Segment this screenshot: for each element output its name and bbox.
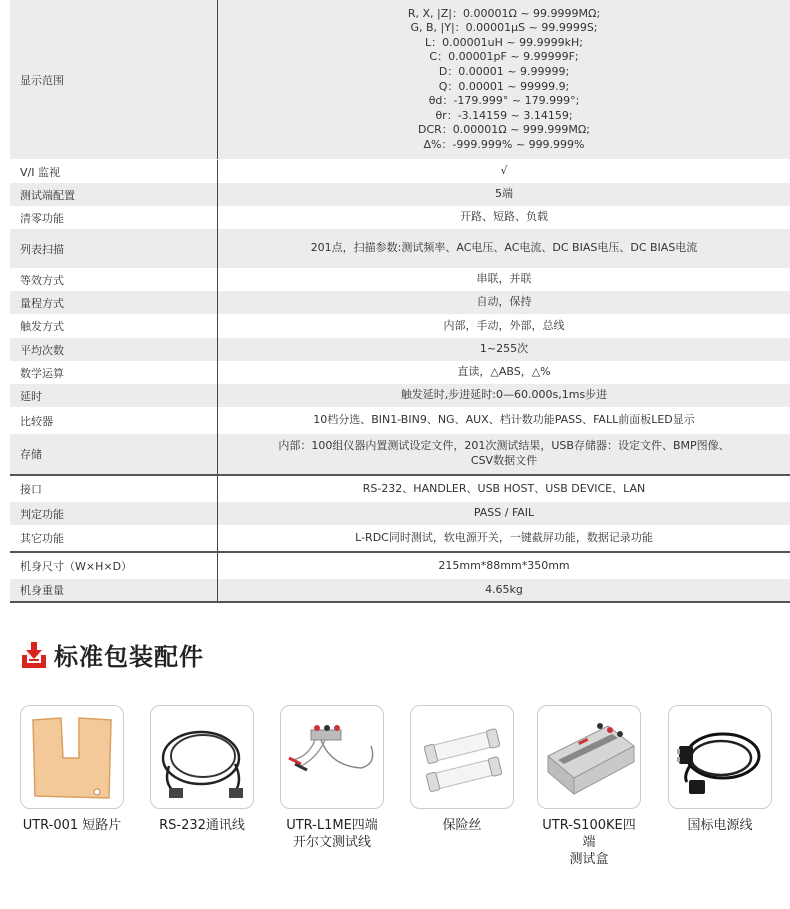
spec-value: 10档分选、BIN1-BIN9、NG、AUX、档计数功能PASS、FALL前面板LED显示 <box>313 413 695 427</box>
shorting-plate-icon <box>21 706 123 808</box>
spec-label: 存储 <box>10 434 218 474</box>
package-item-image <box>280 705 384 809</box>
package-item-image <box>668 705 772 809</box>
spec-label: V/I 监视 <box>10 160 218 183</box>
package-item <box>410 705 514 834</box>
spec-row-other-functions <box>10 525 790 553</box>
package-item-caption: UTR-001 短路片 <box>22 818 122 833</box>
fuse-icon <box>411 706 513 808</box>
spec-row-vi-monitor <box>10 160 790 183</box>
spec-value: 触发延时,步进延时:0—60.000s,1ms步进 <box>400 388 608 402</box>
package-item <box>537 705 641 868</box>
spec-row-range-mode <box>10 291 790 314</box>
spec-value: 1~255次 <box>479 342 529 356</box>
spec-value-line: C：0.00001pF ~ 9.99999F; <box>429 50 579 64</box>
package-item-caption: UTR-S100KE四端 测试盒 <box>542 818 636 867</box>
power-cord-icon <box>669 706 771 808</box>
spec-row-zeroing <box>10 206 790 229</box>
package-item-image <box>150 705 254 809</box>
package-item-caption: UTR-L1ME四端 开尔文测试线 <box>286 818 378 850</box>
spec-value-line: DCR：0.00001Ω ~ 999.999MΩ; <box>418 123 590 137</box>
kelvin-clip-lead-icon <box>281 706 383 808</box>
spec-label: 平均次数 <box>10 338 218 361</box>
spec-value: 4.65kg <box>485 582 523 596</box>
spec-row-display-range <box>10 0 790 160</box>
spec-row-weight <box>10 579 790 603</box>
spec-value: 开路、短路、负载 <box>460 210 548 224</box>
package-item <box>150 705 254 834</box>
spec-value-line: D：0.00001 ~ 9.99999; <box>438 64 570 78</box>
package-item-image <box>20 705 124 809</box>
spec-row-delay <box>10 384 790 407</box>
spec-value: 201点，扫描参数:测试频率、AC电压、AC电流、DC BIAS电压、DC BIAS电流 <box>310 241 698 255</box>
spec-label: 机身尺寸（W×H×D） <box>10 553 218 579</box>
spec-row-dimensions <box>10 553 790 579</box>
spec-value-list <box>218 0 790 159</box>
spec-row-math <box>10 361 790 384</box>
spec-label: 测试端配置 <box>10 183 218 206</box>
spec-row-terminal-config <box>10 183 790 206</box>
spec-label: 清零功能 <box>10 206 218 229</box>
rs232-cable-icon <box>151 706 253 808</box>
spec-value: 215mm*88mm*350mm <box>438 558 570 572</box>
spec-table <box>10 0 790 603</box>
test-fixture-box-icon <box>538 706 640 808</box>
spec-label: 接口 <box>10 476 218 502</box>
package-item-image <box>410 705 514 809</box>
spec-value: 直读，△ABS，△% <box>457 365 551 379</box>
spec-row-equivalent <box>10 268 790 291</box>
spec-row-list-sweep <box>10 229 790 268</box>
spec-label: 显示范围 <box>10 0 218 159</box>
spec-row-judgment <box>10 502 790 525</box>
spec-row-comparator <box>10 407 790 434</box>
spec-row-storage <box>10 434 790 476</box>
package-section-header <box>22 637 204 672</box>
spec-label: 等效方式 <box>10 268 218 291</box>
spec-row-averaging <box>10 338 790 361</box>
spec-value-line: Δ%：-999.999% ~ 999.999% <box>423 137 585 151</box>
spec-label: 列表扫描 <box>10 229 218 268</box>
package-item <box>280 705 384 851</box>
spec-value: 内部，手动，外部，总线 <box>443 318 565 332</box>
spec-value-line: G, B, |Y|：0.00001μS ~ 99.9999S; <box>410 21 598 35</box>
package-download-icon <box>22 642 46 668</box>
spec-row-interface <box>10 476 790 502</box>
spec-value: 自动，保持 <box>476 295 532 309</box>
spec-value: 串联，并联 <box>476 272 532 286</box>
spec-value-line: R, X, |Z|：0.00001Ω ~ 99.9999MΩ; <box>407 6 601 20</box>
spec-label: 其它功能 <box>10 525 218 551</box>
spec-label: 比较器 <box>10 407 218 434</box>
spec-value-line: θd：-179.999° ~ 179.999°; <box>428 94 580 108</box>
package-item <box>20 705 124 834</box>
spec-label: 触发方式 <box>10 314 218 338</box>
package-item <box>668 705 772 834</box>
spec-value-line: 内部：100组仪器内置测试设定文件，201次测试结果，USB存储器：设定文件、BMP图像、 <box>278 439 730 453</box>
spec-value-line: CSV数据文件 <box>470 454 538 467</box>
spec-value: PASS / FAIL <box>473 506 535 520</box>
spec-value: √ <box>500 164 508 178</box>
spec-label: 量程方式 <box>10 291 218 314</box>
spec-value-line: θr：-3.14159 ~ 3.14159; <box>435 108 573 122</box>
spec-label: 数学运算 <box>10 361 218 384</box>
spec-value: L-RDC同时测试，软电源开关，一键截屏功能，数据记录功能 <box>355 530 653 544</box>
spec-value: 5端 <box>495 187 513 201</box>
spec-value-line: Q：0.00001 ~ 99999.9; <box>438 79 570 93</box>
spec-value-line: L：0.00001uH ~ 99.9999kH; <box>425 35 583 49</box>
package-item-caption: RS-232通讯线 <box>159 818 245 833</box>
spec-row-trigger <box>10 314 790 338</box>
package-item-caption: 保险丝 <box>442 818 482 833</box>
spec-value: RS-232、HANDLER、USB HOST、USB DEVICE、LAN <box>362 481 646 495</box>
spec-label: 判定功能 <box>10 502 218 525</box>
package-item-image <box>537 705 641 809</box>
package-item-caption: 国标电源线 <box>687 818 753 833</box>
spec-value-list <box>218 434 790 474</box>
spec-label: 机身重量 <box>10 579 218 601</box>
package-section-title: 标准包装配件 <box>54 643 204 671</box>
spec-label: 延时 <box>10 384 218 407</box>
